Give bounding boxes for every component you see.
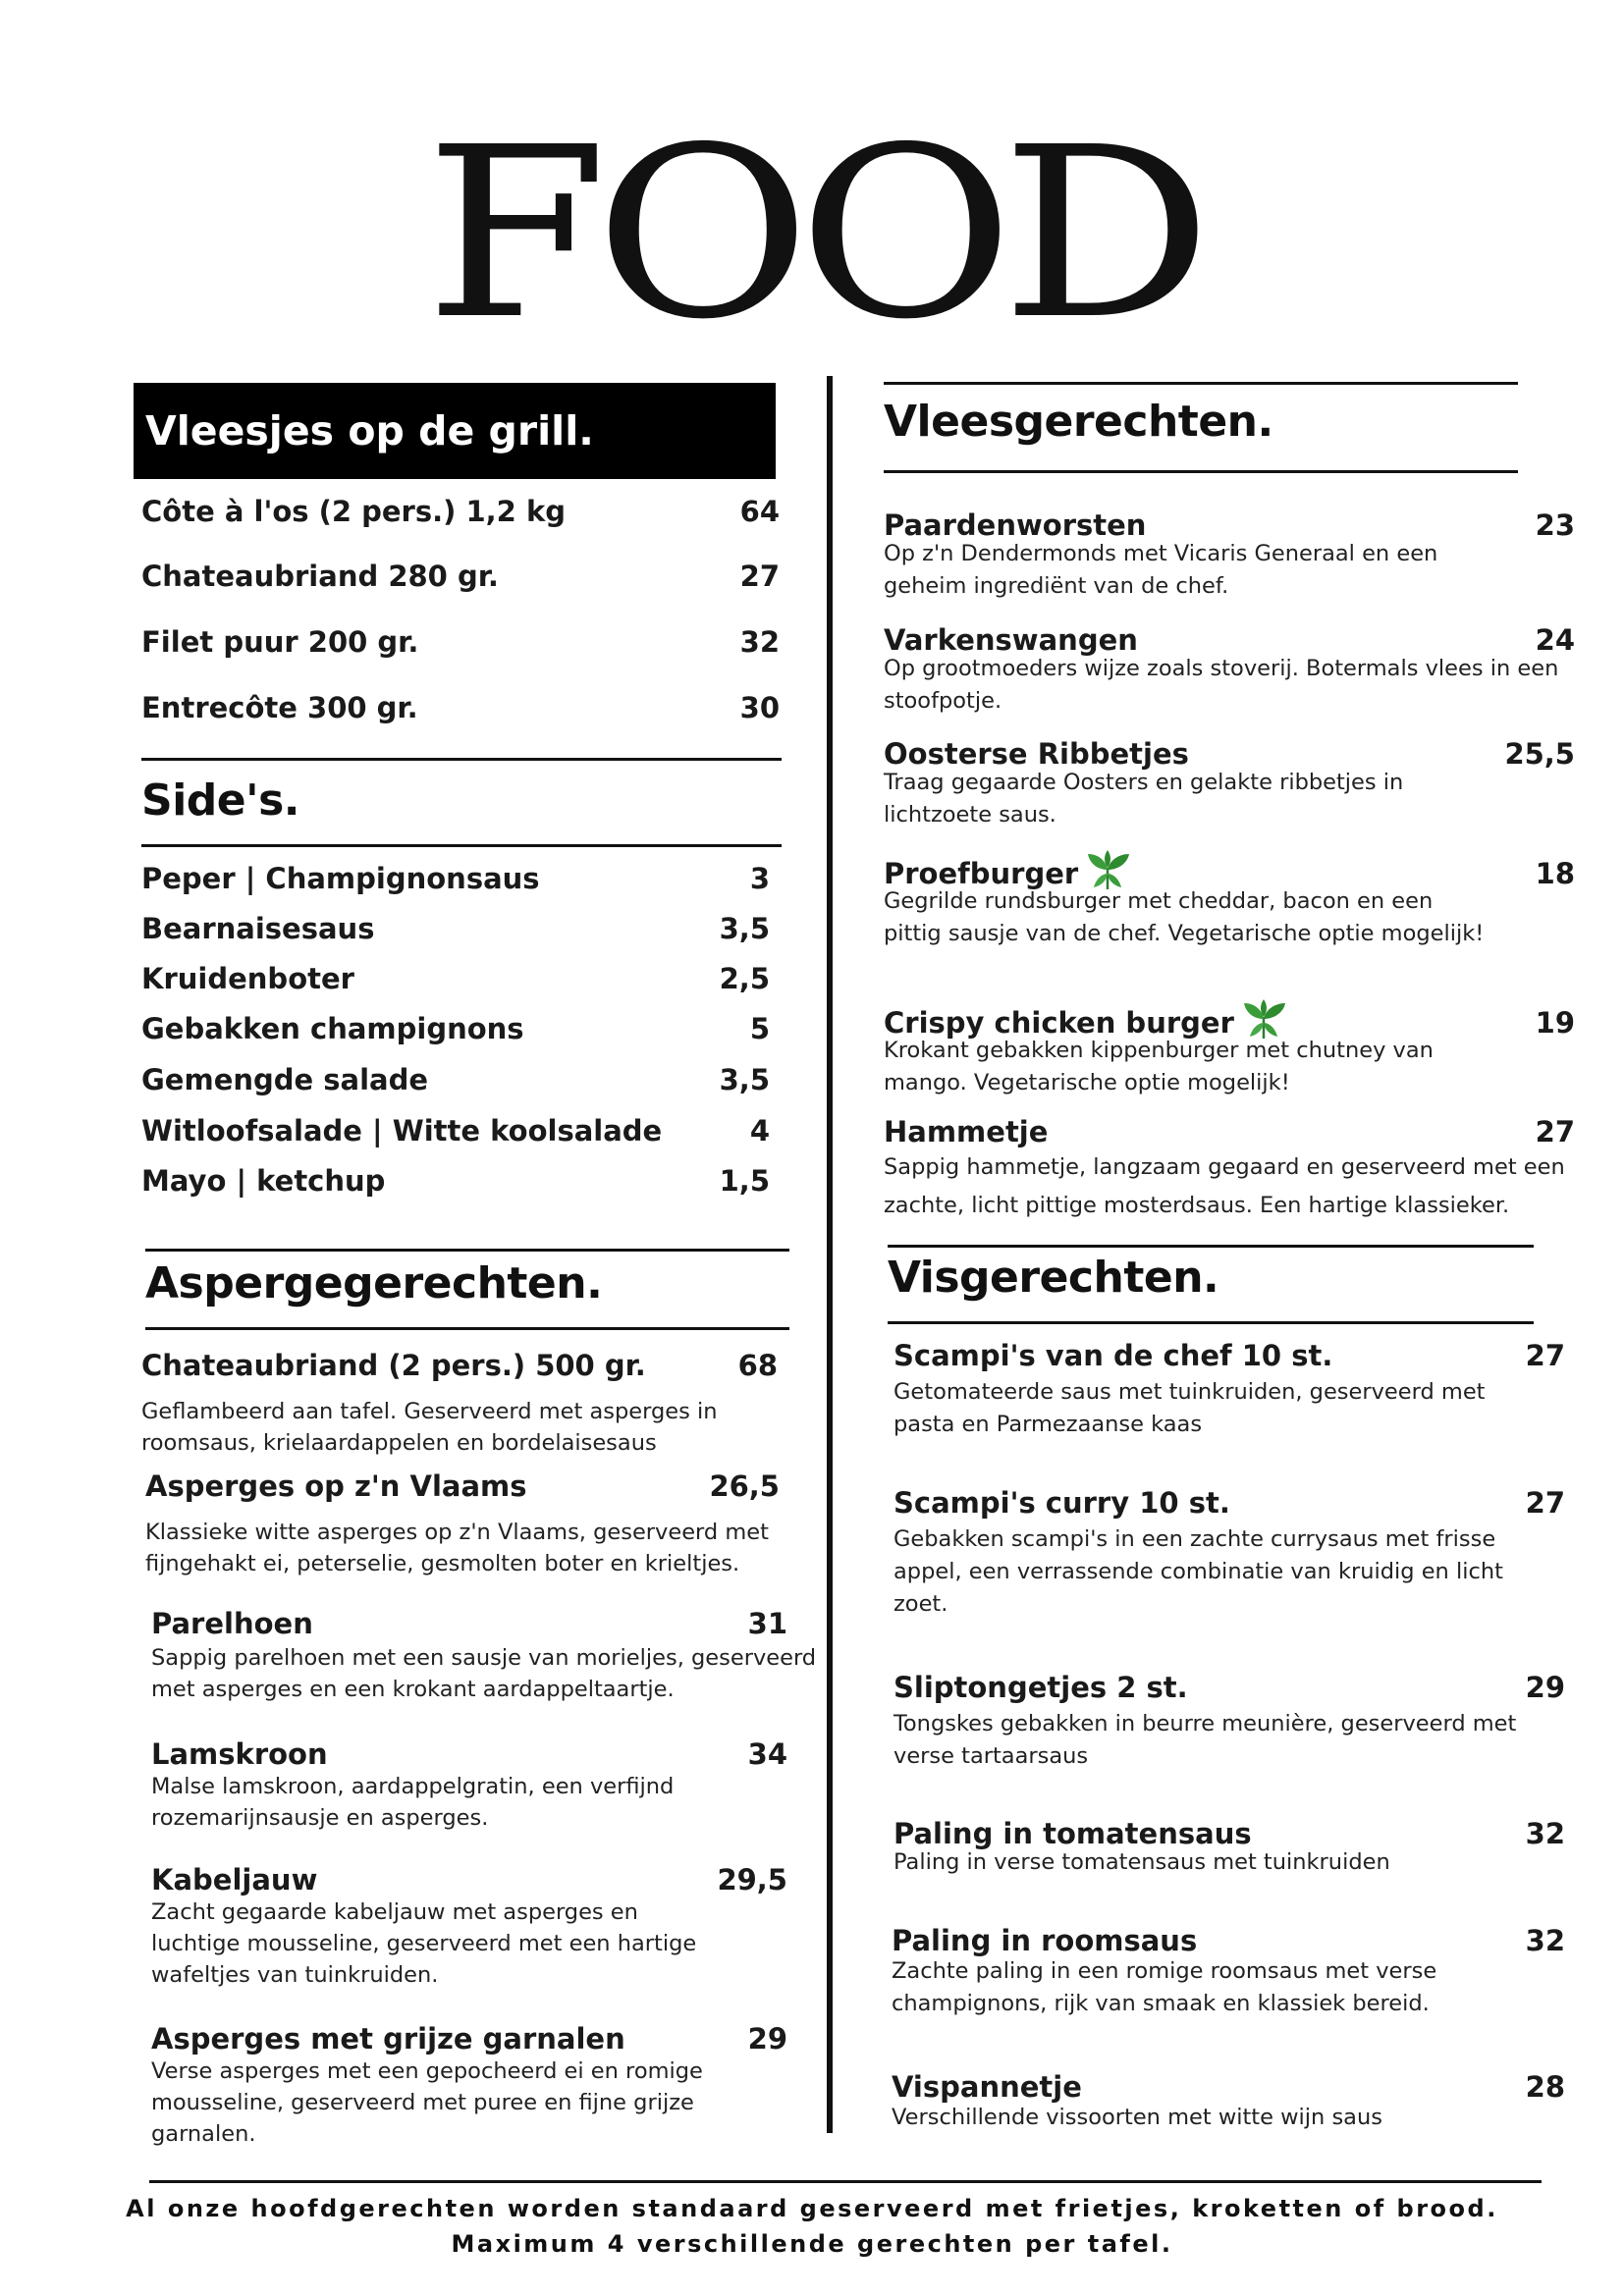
list-item	[141, 1012, 770, 1063]
list-item	[141, 691, 780, 750]
item-price: 3	[749, 862, 770, 895]
list-item	[141, 1164, 770, 1214]
divider	[888, 1321, 1534, 1324]
dish-description: Op grootmoeders wijze zoals stoverij. Botermals vlees in een stoofpotje.	[884, 656, 1559, 714]
sides-list	[141, 862, 770, 1214]
dish-description: Gebakken scampi's in een zachte currysaus met frisse appel, een verrassende combinatie van kruidig en licht zoet.	[893, 1526, 1503, 1617]
menu-item	[151, 1737, 789, 1834]
dish-name: Sliptongetjes 2 st.	[893, 1671, 1188, 1704]
dish-description: Zachte paling in een romige roomsaus met verse champignons, rijk van smaak en klassiek bereid.	[892, 1958, 1437, 2016]
item-name: Gemengde salade	[141, 1063, 429, 1096]
divider	[888, 1245, 1534, 1248]
item-name: Entrecôte 300 gr.	[141, 691, 418, 724]
menu-item	[892, 1924, 1565, 2020]
divider	[884, 470, 1518, 473]
dish-name: Parelhoen	[151, 1607, 313, 1640]
menu-item	[151, 1607, 829, 1705]
item-name: Gebakken champignons	[141, 1012, 524, 1045]
dish-description: Verse asperges met een gepocheerd ei en romige mousseline, geserveerd met puree en fijne grijze garnalen.	[151, 2058, 703, 2147]
dish-name: Asperges op z'n Vlaams	[145, 1469, 527, 1503]
dish-price: 27	[1525, 1486, 1565, 1520]
menu-item	[892, 2070, 1565, 2134]
item-price: 30	[739, 691, 780, 724]
menu-item	[893, 1339, 1565, 1441]
vlees-heading: Vleesgerechten.	[884, 397, 1273, 447]
footer-note: Al onze hoofdgerechten worden standaard geserveerd met frietjes, kroketten of brood.	[126, 2195, 1498, 2222]
menu-item	[884, 623, 1575, 718]
item-name: Chateaubriand 280 gr.	[141, 560, 499, 593]
item-price: 64	[739, 495, 780, 528]
list-item	[141, 560, 780, 625]
dish-price: 32	[1525, 1924, 1565, 1957]
menu-item	[893, 1486, 1565, 1621]
column-divider	[827, 376, 833, 2133]
dish-name: Chateaubriand (2 pers.) 500 gr.	[141, 1349, 646, 1382]
dish-price: 25,5	[1504, 737, 1575, 771]
dish-description: Sappig hammetje, langzaam gegaard en geserveerd met een zachte, licht pittige mosterdsaus. Een hartige klassieker.	[884, 1154, 1565, 1218]
dish-price: 27	[1535, 1115, 1575, 1148]
dish-price: 18	[1535, 857, 1575, 890]
dish-name: Proefburger	[884, 857, 1079, 890]
dish-description: Gegrilde rundsburger met cheddar, bacon en een pittig sausje van de chef. Vegetarische optie mogelijk!	[884, 888, 1485, 946]
dish-name: Vispannetje	[892, 2070, 1082, 2104]
menu-item	[884, 1115, 1575, 1225]
list-item	[141, 962, 770, 1012]
divider	[145, 1327, 789, 1330]
list-item	[141, 1114, 770, 1164]
divider	[884, 382, 1518, 385]
dish-description: Paling in verse tomatensaus met tuinkruiden	[893, 1849, 1390, 1875]
menu-item	[893, 1671, 1565, 1773]
dish-description: Geflambeerd aan tafel. Geserveerd met asperges in roomsaus, krielaardappelen en bordelaisesaus	[141, 1399, 718, 1456]
menu-item	[151, 2022, 789, 2150]
item-name: Kruidenboter	[141, 962, 354, 995]
divider	[145, 1249, 789, 1252]
dish-name: Oosterse Ribbetjes	[884, 737, 1189, 771]
dish-name: Scampi's curry 10 st.	[893, 1486, 1230, 1520]
list-item	[141, 495, 780, 560]
list-item	[141, 625, 780, 691]
item-name: Bearnaisesaus	[141, 912, 375, 945]
dish-description: Malse lamskroon, aardappelgratin, een verfijnd rozemarijnsausje en asperges.	[151, 1774, 675, 1831]
item-price: 2,5	[719, 962, 770, 995]
dish-name: Paling in roomsaus	[892, 1924, 1198, 1957]
grill-heading: Vleesjes op de grill.	[134, 383, 776, 479]
menu-item	[884, 999, 1575, 1099]
dish-description: Traag gegaarde Oosters en gelakte ribbetjes in lichtzoete saus.	[884, 770, 1404, 828]
dish-price: 23	[1535, 508, 1575, 542]
divider	[141, 844, 782, 847]
asperges-heading: Aspergegerechten.	[145, 1258, 603, 1308]
menu-item	[884, 508, 1575, 603]
dish-price: 32	[1525, 1817, 1565, 1850]
dish-price: 68	[737, 1349, 778, 1382]
item-price: 1,5	[719, 1164, 770, 1198]
item-price: 32	[739, 625, 780, 659]
menu-item	[145, 1469, 793, 1579]
item-name: Witloofsalade | Witte koolsalade	[141, 1114, 663, 1148]
dish-price: 27	[1525, 1339, 1565, 1372]
dish-price: 29	[747, 2022, 787, 2056]
dish-name: Hammetje	[884, 1115, 1049, 1148]
menu-item	[141, 1349, 789, 1459]
dish-price: 34	[747, 1737, 787, 1771]
dish-description: Sappig parelhoen met een sausje van morieljes, geserveerd met asperges en een krokant aardappeltaartje.	[151, 1645, 817, 1702]
dish-price: 26,5	[709, 1469, 780, 1503]
item-price: 3,5	[719, 1063, 770, 1096]
dish-description: Getomateerde saus met tuinkruiden, geserveerd met pasta en Parmezaanse kaas	[893, 1379, 1486, 1437]
dish-price: 29	[1525, 1671, 1565, 1704]
item-name: Côte à l'os (2 pers.) 1,2 kg	[141, 495, 566, 528]
dish-description: Krokant gebakken kippenburger met chutney van mango. Vegetarische optie mogelijk!	[884, 1038, 1434, 1095]
list-item	[141, 912, 770, 962]
divider	[141, 758, 782, 761]
page-title: FOOD	[424, 96, 1200, 371]
item-price: 27	[739, 560, 780, 593]
list-item	[141, 1063, 770, 1114]
item-name: Filet puur 200 gr.	[141, 625, 419, 659]
footer-note: Maximum 4 verschillende gerechten per tafel.	[451, 2230, 1173, 2258]
dish-description: Klassieke witte asperges op z'n Vlaams, geserveerd met fijngehakt ei, peterselie, gesmolten boter en krieltjes.	[145, 1520, 769, 1576]
dish-price: 31	[747, 1607, 787, 1640]
dish-description: Verschillende vissoorten met witte wijn saus	[892, 2105, 1382, 2130]
dish-name: Paardenworsten	[884, 508, 1147, 542]
item-price: 4	[749, 1114, 770, 1148]
dish-name: Scampi's van de chef 10 st.	[893, 1339, 1333, 1372]
menu-item	[151, 1863, 789, 1991]
vis-heading: Visgerechten.	[888, 1253, 1219, 1303]
item-price: 3,5	[719, 912, 770, 945]
dish-name: Lamskroon	[151, 1737, 328, 1771]
dish-name: Crispy chicken burger	[884, 1006, 1234, 1040]
dish-price: 24	[1535, 623, 1575, 657]
menu-item	[893, 1817, 1565, 1879]
dish-name: Kabeljauw	[151, 1863, 318, 1896]
dish-description: Op z'n Dendermonds met Vicaris Generaal en een geheim ingrediënt van de chef.	[884, 541, 1438, 599]
menu-item	[884, 850, 1575, 950]
list-item	[141, 862, 770, 912]
dish-name: Paling in tomatensaus	[893, 1817, 1252, 1850]
dish-name: Varkenswangen	[884, 623, 1138, 657]
dish-price: 29,5	[717, 1863, 787, 1896]
item-price: 5	[749, 1012, 770, 1045]
sides-heading: Side's.	[141, 775, 299, 826]
menu-item	[884, 737, 1575, 831]
grill-list	[141, 495, 780, 750]
dish-description: Zacht gegaarde kabeljauw met asperges en luchtige mousseline, geserveerd met een hartige wafeltjes van tuinkruiden.	[151, 1899, 697, 1988]
item-name: Peper | Champignonsaus	[141, 862, 540, 895]
dish-name: Asperges met grijze garnalen	[151, 2022, 625, 2056]
dish-description: Tongskes gebakken in beurre meunière, geserveerd met verse tartaarsaus	[893, 1711, 1517, 1769]
dish-price: 19	[1535, 1006, 1575, 1040]
item-name: Mayo | ketchup	[141, 1164, 386, 1198]
footer-divider	[149, 2180, 1542, 2183]
dish-price: 28	[1525, 2070, 1565, 2104]
